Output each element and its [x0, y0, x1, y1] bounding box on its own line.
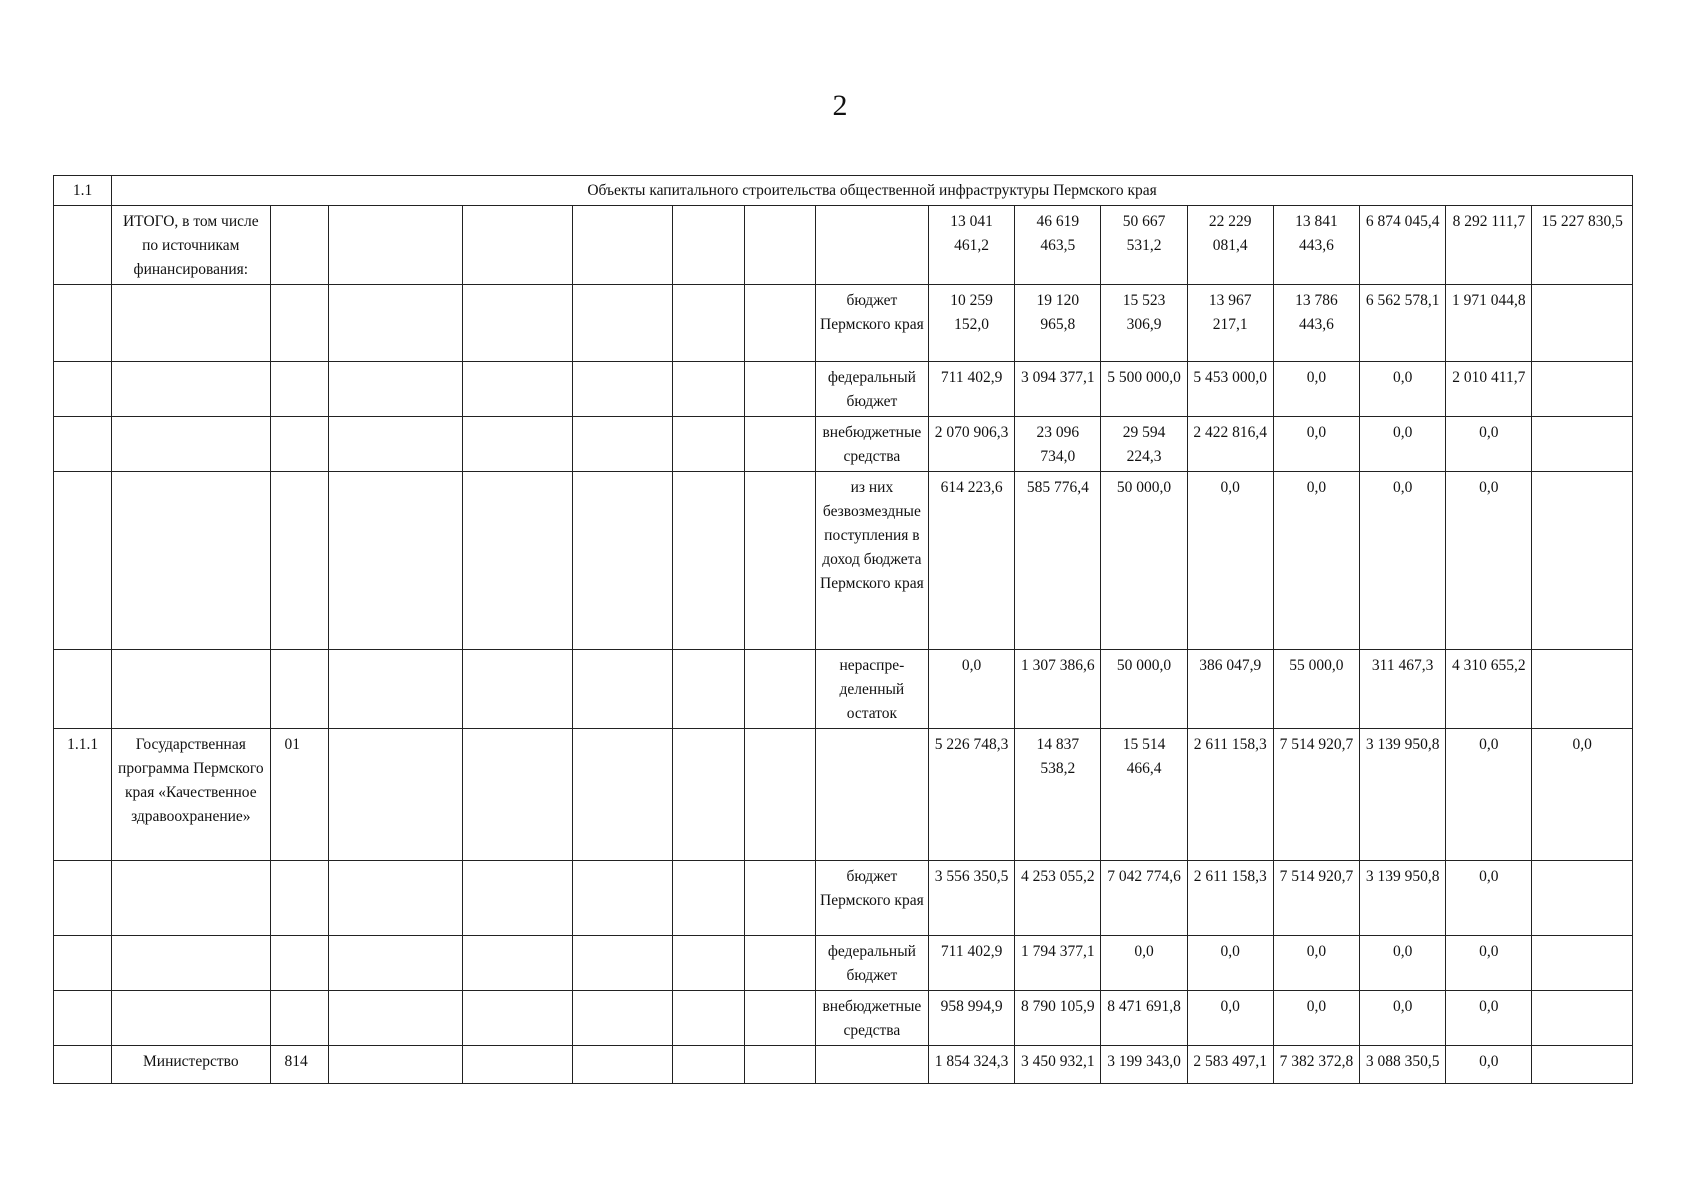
row-code-cell: [270, 206, 328, 285]
row-code-cell: [270, 936, 328, 991]
row-number-cell: [54, 650, 112, 729]
value-cell: 0,0: [1446, 991, 1532, 1046]
empty-cell: [573, 650, 673, 729]
value-cell: 10 259 152,0: [929, 285, 1015, 362]
value-cell: 3 139 950,8: [1360, 729, 1446, 861]
row-number-cell: [54, 417, 112, 472]
empty-cell: [744, 362, 815, 417]
empty-cell: [462, 991, 572, 1046]
empty-cell: [573, 991, 673, 1046]
value-cell: 50 667 531,2: [1101, 206, 1187, 285]
empty-cell: [744, 729, 815, 861]
value-cell: 0,0: [1446, 417, 1532, 472]
value-cell: [1532, 861, 1633, 936]
empty-cell: [573, 936, 673, 991]
row-code-cell: [270, 417, 328, 472]
value-cell: 8 292 111,7: [1446, 206, 1532, 285]
value-cell: 711 402,9: [929, 936, 1015, 991]
row-code-cell: [270, 285, 328, 362]
value-cell: 15 523 306,9: [1101, 285, 1187, 362]
empty-cell: [328, 362, 462, 417]
value-cell: 19 120 965,8: [1015, 285, 1101, 362]
table-row: [54, 472, 1633, 650]
empty-cell: [573, 206, 673, 285]
value-cell: 0,0: [1273, 472, 1359, 650]
value-cell: 1 794 377,1: [1015, 936, 1101, 991]
empty-cell: [673, 729, 744, 861]
row-name-cell: [112, 285, 270, 362]
table-row: [54, 991, 1633, 1046]
value-cell: 0,0: [1446, 1046, 1532, 1084]
row-name-cell: [112, 417, 270, 472]
row-name-cell: [112, 472, 270, 650]
empty-cell: [462, 650, 572, 729]
value-cell: [1532, 472, 1633, 650]
value-cell: 13 786 443,6: [1273, 285, 1359, 362]
page-number: 2: [832, 89, 848, 122]
empty-cell: [462, 861, 572, 936]
value-cell: 13 967 217,1: [1187, 285, 1273, 362]
empty-cell: [744, 991, 815, 1046]
value-cell: 3 088 350,5: [1360, 1046, 1446, 1084]
empty-cell: [744, 861, 815, 936]
value-cell: 46 619 463,5: [1015, 206, 1101, 285]
value-cell: 0,0: [929, 650, 1015, 729]
empty-cell: [673, 285, 744, 362]
value-cell: 7 042 774,6: [1101, 861, 1187, 936]
table-row: [54, 936, 1633, 991]
value-cell: 50 000,0: [1101, 472, 1187, 650]
empty-cell: [328, 206, 462, 285]
value-cell: 1 854 324,3: [929, 1046, 1015, 1084]
row-name-cell: [112, 861, 270, 936]
value-cell: 15 227 830,5: [1532, 206, 1633, 285]
empty-cell: [744, 285, 815, 362]
row-code-cell: [270, 650, 328, 729]
value-cell: 585 776,4: [1015, 472, 1101, 650]
row-code-cell: [270, 991, 328, 1046]
empty-cell: [573, 417, 673, 472]
value-cell: 0,0: [1360, 417, 1446, 472]
value-cell: 7 514 920,7: [1273, 861, 1359, 936]
empty-cell: [673, 472, 744, 650]
table-row: [54, 729, 1633, 861]
empty-cell: [744, 472, 815, 650]
row-source-cell: [815, 206, 928, 285]
empty-cell: [673, 362, 744, 417]
empty-cell: [328, 1046, 462, 1084]
value-cell: 2 611 158,3: [1187, 729, 1273, 861]
row-source-cell: федеральный бюджет: [815, 362, 928, 417]
empty-cell: [328, 936, 462, 991]
row-code-cell: 814: [270, 1046, 328, 1084]
empty-cell: [573, 285, 673, 362]
empty-cell: [462, 362, 572, 417]
empty-cell: [673, 1046, 744, 1084]
row-source-cell: [815, 729, 928, 861]
value-cell: 4 310 655,2: [1446, 650, 1532, 729]
empty-cell: [328, 650, 462, 729]
value-cell: 6 562 578,1: [1360, 285, 1446, 362]
empty-cell: [673, 650, 744, 729]
value-cell: 0,0: [1273, 362, 1359, 417]
row-number-cell: [54, 861, 112, 936]
value-cell: 15 514 466,4: [1101, 729, 1187, 861]
table-row: [54, 206, 1633, 285]
empty-cell: [744, 936, 815, 991]
value-cell: 0,0: [1446, 472, 1532, 650]
value-cell: 711 402,9: [929, 362, 1015, 417]
value-cell: 0,0: [1446, 936, 1532, 991]
value-cell: 0,0: [1446, 729, 1532, 861]
empty-cell: [744, 417, 815, 472]
value-cell: [1532, 417, 1633, 472]
value-cell: 13 041 461,2: [929, 206, 1015, 285]
table-row: [54, 1046, 1633, 1084]
value-cell: 0,0: [1532, 729, 1633, 861]
empty-cell: [573, 472, 673, 650]
row-number-cell: 1.1.1: [54, 729, 112, 861]
value-cell: 7 514 920,7: [1273, 729, 1359, 861]
empty-cell: [328, 472, 462, 650]
row-source-cell: нераспре-деленный остаток: [815, 650, 928, 729]
row-source-cell: [815, 1046, 928, 1084]
empty-cell: [462, 729, 572, 861]
value-cell: [1532, 991, 1633, 1046]
empty-cell: [744, 206, 815, 285]
empty-cell: [462, 1046, 572, 1084]
value-cell: 0,0: [1187, 991, 1273, 1046]
value-cell: 3 556 350,5: [929, 861, 1015, 936]
row-source-cell: бюджет Пермского края: [815, 285, 928, 362]
row-number-cell: [54, 362, 112, 417]
empty-cell: [673, 206, 744, 285]
row-name-cell: [112, 936, 270, 991]
value-cell: 3 139 950,8: [1360, 861, 1446, 936]
row-source-cell: из них безвозмездные поступления в доход бюджета Пермского края: [815, 472, 928, 650]
row-name-cell: ИТОГО, в том числе по источникам финансирования:: [112, 206, 270, 285]
empty-cell: [573, 729, 673, 861]
value-cell: [1532, 362, 1633, 417]
section-row: [54, 176, 1633, 206]
empty-cell: [573, 1046, 673, 1084]
row-source-cell: внебюджетные средства: [815, 991, 928, 1046]
value-cell: 1 971 044,8: [1446, 285, 1532, 362]
value-cell: 0,0: [1446, 861, 1532, 936]
value-cell: 1 307 386,6: [1015, 650, 1101, 729]
row-name-cell: Государственная программа Пермского края «Качественное здравоохранение»: [112, 729, 270, 861]
row-number-cell: [54, 1046, 112, 1084]
empty-cell: [573, 362, 673, 417]
value-cell: 5 226 748,3: [929, 729, 1015, 861]
empty-cell: [673, 861, 744, 936]
row-name-cell: [112, 650, 270, 729]
table-row: [54, 285, 1633, 362]
empty-cell: [328, 729, 462, 861]
empty-cell: [573, 861, 673, 936]
value-cell: 0,0: [1101, 936, 1187, 991]
value-cell: 0,0: [1360, 362, 1446, 417]
row-name-cell: [112, 362, 270, 417]
value-cell: 0,0: [1273, 936, 1359, 991]
value-cell: 2 583 497,1: [1187, 1046, 1273, 1084]
row-source-cell: внебюджетные средства: [815, 417, 928, 472]
value-cell: 386 047,9: [1187, 650, 1273, 729]
row-code-cell: [270, 861, 328, 936]
value-cell: 0,0: [1187, 936, 1273, 991]
row-name-cell: Министерство: [112, 1046, 270, 1084]
row-number-cell: [54, 472, 112, 650]
value-cell: 3 199 343,0: [1101, 1046, 1187, 1084]
empty-cell: [328, 417, 462, 472]
row-code-cell: 01: [270, 729, 328, 861]
table-row: [54, 861, 1633, 936]
row-code-cell: [270, 472, 328, 650]
value-cell: 7 382 372,8: [1273, 1046, 1359, 1084]
value-cell: 4 253 055,2: [1015, 861, 1101, 936]
value-cell: 23 096 734,0: [1015, 417, 1101, 472]
value-cell: 614 223,6: [929, 472, 1015, 650]
value-cell: 29 594 224,3: [1101, 417, 1187, 472]
empty-cell: [744, 650, 815, 729]
row-number-cell: [54, 285, 112, 362]
value-cell: [1532, 650, 1633, 729]
section-title: Объекты капитального строительства общественной инфраструктуры Пермского края: [112, 176, 1633, 206]
value-cell: [1532, 936, 1633, 991]
value-cell: 2 070 906,3: [929, 417, 1015, 472]
value-cell: 2 422 816,4: [1187, 417, 1273, 472]
row-source-cell: федеральный бюджет: [815, 936, 928, 991]
empty-cell: [462, 472, 572, 650]
value-cell: 5 500 000,0: [1101, 362, 1187, 417]
value-cell: 0,0: [1360, 472, 1446, 650]
value-cell: 0,0: [1360, 936, 1446, 991]
row-number-cell: [54, 991, 112, 1046]
value-cell: 3 450 932,1: [1015, 1046, 1101, 1084]
value-cell: 8 790 105,9: [1015, 991, 1101, 1046]
empty-cell: [673, 417, 744, 472]
value-cell: 311 467,3: [1360, 650, 1446, 729]
empty-cell: [462, 417, 572, 472]
empty-cell: [462, 206, 572, 285]
empty-cell: [744, 1046, 815, 1084]
section-number: 1.1: [54, 176, 112, 206]
value-cell: 8 471 691,8: [1101, 991, 1187, 1046]
empty-cell: [673, 991, 744, 1046]
row-code-cell: [270, 362, 328, 417]
empty-cell: [462, 936, 572, 991]
empty-cell: [328, 285, 462, 362]
value-cell: [1532, 285, 1633, 362]
value-cell: 2 010 411,7: [1446, 362, 1532, 417]
empty-cell: [328, 861, 462, 936]
value-cell: 13 841 443,6: [1273, 206, 1359, 285]
empty-cell: [673, 936, 744, 991]
row-name-cell: [112, 991, 270, 1046]
value-cell: 5 453 000,0: [1187, 362, 1273, 417]
value-cell: 14 837 538,2: [1015, 729, 1101, 861]
row-number-cell: [54, 936, 112, 991]
table-row: [54, 650, 1633, 729]
value-cell: [1532, 1046, 1633, 1084]
value-cell: 6 874 045,4: [1360, 206, 1446, 285]
value-cell: 0,0: [1360, 991, 1446, 1046]
table-row: [54, 362, 1633, 417]
row-number-cell: [54, 206, 112, 285]
value-cell: 0,0: [1273, 417, 1359, 472]
value-cell: 22 229 081,4: [1187, 206, 1273, 285]
empty-cell: [328, 991, 462, 1046]
value-cell: 0,0: [1273, 991, 1359, 1046]
value-cell: 3 094 377,1: [1015, 362, 1101, 417]
value-cell: 958 994,9: [929, 991, 1015, 1046]
value-cell: 55 000,0: [1273, 650, 1359, 729]
empty-cell: [462, 285, 572, 362]
table-row: [54, 417, 1633, 472]
row-source-cell: бюджет Пермского края: [815, 861, 928, 936]
value-cell: 0,0: [1187, 472, 1273, 650]
budget-table: [53, 175, 1633, 1084]
value-cell: 50 000,0: [1101, 650, 1187, 729]
value-cell: 2 611 158,3: [1187, 861, 1273, 936]
